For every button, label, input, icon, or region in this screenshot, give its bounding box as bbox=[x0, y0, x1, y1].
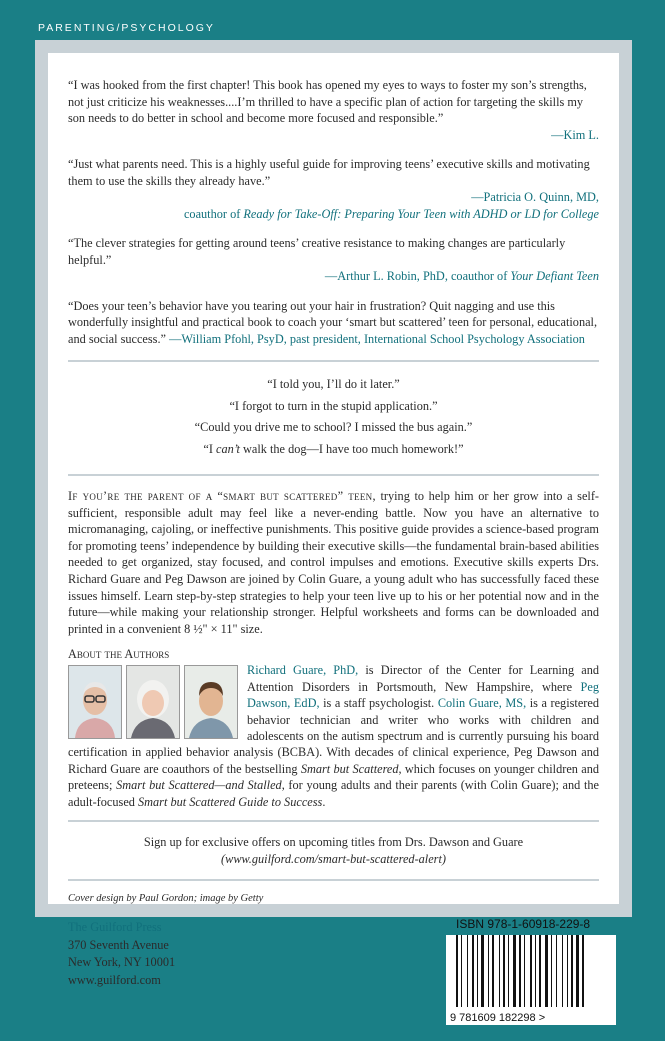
signup-url[interactable]: (www.guilford.com/smart-but-scattered-alert) bbox=[221, 851, 446, 866]
teen-quote: “Could you drive me to school? I missed the bus again.” bbox=[194, 420, 473, 434]
endorsement-attribution: —Patricia O. Quinn, MD, coauthor of Ready for Take-Off: Preparing Your Teen with ADHD or LD for College bbox=[183, 190, 599, 221]
cover-credit: Cover design by Paul Gordon; image by Getty bbox=[68, 893, 264, 904]
publisher-info: The Guilford Press 370 Seventh Avenue New York, NY 10001 www.guilford.com bbox=[68, 919, 175, 989]
author-photos bbox=[68, 665, 239, 739]
publisher-name: The Guilford Press bbox=[68, 920, 162, 934]
barcode bbox=[446, 935, 616, 1025]
endorsements bbox=[68, 53, 599, 347]
book-description: If you’re the parent of a “smart but scattered” teen, trying to help him or her grow into a self-sufficient, responsible adult may feel like a never-ending battle. Now you have an alternative to micromanaging, cajoling, or ineffective punishments. This positive guide provides a science-based program for promoting teens’ independence by building their executive skills—the fundamental brain-based abilities needed to get organized, stay focused, and control impulses and emotions. Executive skills experts Drs. Richard Guare and Peg Dawson are joined by Colin Guare, a young adult who has successfully faced these issues himself. Learn step-by-step strategies to help your teen live up to his or her potential now and in the future—while making your relationship stronger. Helpful worksheets and forms can be downloaded and printed in a convenient 8 ½" × 11" size. bbox=[68, 489, 600, 636]
author-name: Colin Guare, MS, bbox=[437, 696, 527, 711]
teen-quote: “I told you, I’ll do it later.” bbox=[267, 377, 400, 391]
author-name: Peg Dawson, EdD, bbox=[247, 679, 599, 711]
publisher-website[interactable]: www.guilford.com bbox=[68, 972, 161, 987]
book-title: Smart but Scattered bbox=[300, 761, 399, 776]
book-title: Smart but Scattered—and Stalled bbox=[116, 778, 282, 793]
endorsement: “I was hooked from the first chapter! This book has opened my eyes to ways to foster my son’s strengths, not just criticize his weaknesses....I’m thrilled to have a specific plan of action for targeting the skills my son needs to do better in school and become more focused and responsible.” —Kim L. bbox=[68, 78, 599, 142]
teen-quote: “I can’t walk the dog—I have too much homework!” bbox=[203, 441, 464, 456]
book-title: Smart but Scattered Guide to Success bbox=[138, 794, 323, 809]
barcode-digits: 9 781609 182298 > bbox=[450, 1012, 546, 1024]
signup-notice: Sign up for exclusive offers on upcoming titles from Drs. Dawson and Guare (www.guilford.com/smart-but-scattered-alert) bbox=[68, 822, 599, 879]
endorsement: “Does your teen’s behavior have you tearing out your hair in frustration? Quit nagging and use this wonderfully insightful and practical book to coach your ‘smart but scattered’ teen for personal, educational, and social success.” —William Pfohl, PsyD, past president, International School Psychology Association bbox=[68, 298, 598, 346]
back-cover-footer bbox=[68, 881, 599, 1041]
teen-quote: “I forgot to turn in the stupid application.” bbox=[229, 398, 438, 413]
endorsement: “The clever strategies for getting around teens’ creative resistance to making changes are particularly helpful.” —Arthur L. Robin, PhD, coauthor of Your Defiant Teen bbox=[68, 236, 599, 283]
teen-quotes bbox=[68, 362, 599, 470]
endorsement: “Just what parents need. This is a highly useful guide for improving teens’ executive skills and motivating them to use the skills they already have.” —Patricia O. Quinn, MD, coauthor of Ready for Take-Off: Preparing Your Teen with ADHD or LD for College bbox=[68, 157, 599, 221]
endorsement-attribution: —Arthur L. Robin, PhD, coauthor of Your Defiant Teen bbox=[324, 269, 599, 283]
author-name: Richard Guare, PhD, bbox=[247, 663, 359, 678]
about-authors-heading: About the Authors bbox=[68, 647, 170, 662]
author-photo-peg bbox=[126, 665, 180, 739]
about-authors: Richard Guare, PhD, is Director of the Center for Learning and Attention Disorders in Portsmouth, New Hampshire, where Peg Dawson, EdD, is a staff psychologist. Colin Guare, MS, is a registered behavior technician and writer who works with children and adolescents on the autism spectrum and is currently pursuing his board certification in applied behavior analysis (BCBA). With decades of clinical experience, Peg Dawson and Richard Guare are coauthors of the bestselling Smart but Scattered, which focuses on younger children and preteens; Smart but Scattered—and Stalled, for young adults and their parents (with Colin Guare); and the adult-focused Smart but Scattered Guide to Success. bbox=[68, 663, 600, 809]
author-photo-richard bbox=[68, 665, 122, 739]
author-photo-colin bbox=[184, 665, 238, 739]
category-label: PARENTING/PSYCHOLOGY bbox=[38, 22, 215, 34]
endorsement-attribution: —Kim L. bbox=[551, 127, 599, 142]
back-cover-panel bbox=[48, 53, 619, 1024]
endorsement-attribution: —William Pfohl, PsyD, past president, International School Psychology Association bbox=[169, 331, 585, 346]
isbn: ISBN 978-1-60918-229-8 bbox=[456, 917, 591, 931]
